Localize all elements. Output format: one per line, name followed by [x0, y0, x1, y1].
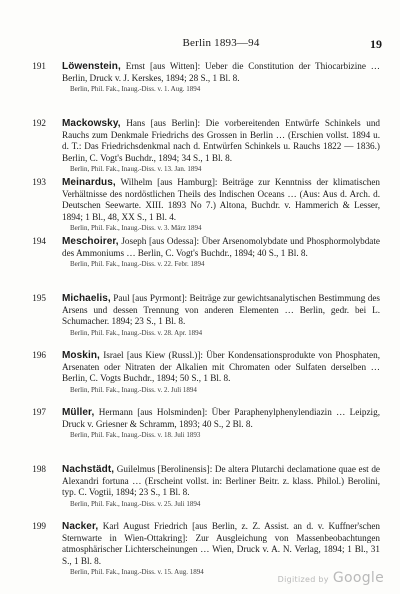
entry-text	[62, 177, 380, 233]
entry-citation: Paul [aus Pyrmont]: Beiträge zur gewichtsanalytischen Bestimmung des Arsens und dessen Trennung von anderen Elementen … Berlin, gedr. bei L. Schumacher. 1894; 23 S., 1 Bl. 8.	[62, 293, 380, 327]
running-head: Berlin 1893—94	[182, 37, 260, 49]
entry-author: Michaelis,	[62, 293, 111, 304]
entry-author: Nacker,	[62, 521, 99, 532]
list-item	[20, 350, 380, 407]
entry-list	[20, 61, 380, 580]
entry-thesis-note: Berlin, Phil. Fak., Inaug.-Diss. v. 15. Aug. 1894	[70, 568, 204, 577]
entry-thesis-note: Berlin, Phil. Fak., Inaug.-Diss. v. 28. Apr. 1894	[70, 328, 203, 337]
entry-citation: Ernst [aus Witten]: Ueber die Constitution der Thiocarbizine … Berlin, Druck v. J. Kerskes, 1894; 28 S., 1 Bl. 8.	[62, 61, 380, 83]
entry-text	[62, 407, 380, 440]
entry-thesis-note: Berlin, Phil. Fak., Inaug.-Diss. v. 22. Febr. 1894	[70, 260, 205, 269]
entry-thesis-note: Berlin, Phil. Fak., Inaug.-Diss. v. 2. Juli 1894	[70, 385, 197, 394]
page-number: 19	[370, 37, 382, 51]
list-item	[20, 407, 380, 464]
entry-text	[62, 350, 380, 395]
entry-number: 195	[32, 293, 46, 303]
entry-number: 196	[32, 350, 46, 360]
entry-number: 194	[32, 236, 46, 246]
entry-citation: Joseph [aus Odessa]: Über Arsenomolybdate und Phosphormolybdate des Ammoniums … Berlin, C. Vogt's Buchdr., 1894; 40 S., 1 Bl. 8.	[62, 236, 380, 258]
entry-author: Meinardus,	[62, 177, 116, 188]
entry-author: Müller,	[62, 407, 95, 418]
entry-author: Meschoirer,	[62, 236, 119, 247]
entry-citation: Wilhelm [aus Hamburg]: Beiträge zur Kenntniss der klimatischen Verhältnisse des nordöstlichen Theils des Indischen Oceans … (Aus: Aus d. Arch. d. Deutschen Seewarte. XIII. 1893 No 7.) Altona, Buchdr. v. Hammerich & Lesser, 1894; 1 Bl., 48, XX S., 1 Bl. 4.	[62, 177, 380, 222]
list-item	[20, 236, 380, 293]
digitized-watermark	[278, 570, 384, 586]
entry-number: 191	[32, 61, 46, 71]
entry-thesis-note: Berlin, Phil. Fak., Inaug.-Diss. v. 25. Juli 1894	[70, 499, 201, 508]
list-item	[20, 177, 380, 236]
entry-author: Mackowsky,	[62, 118, 121, 129]
entry-citation: Hermann [aus Holsminden]: Über Paraphenylphenylendiazin … Leipzig, Druck v. Griesner & Schramm, 1893; 40 S., 2 Bl. 8.	[62, 407, 380, 429]
google-logo: Google	[332, 570, 384, 586]
entry-thesis-note: Berlin, Phil. Fak., Inaug.-Diss. v. 3. März 1894	[70, 224, 202, 233]
entry-number: 199	[32, 521, 46, 531]
entry-citation: Israel [aus Kiew (Russl.)]: Über Kondensationsprodukte von Phosphaten, Arsenaten oder Nitraten der Alkalien mit Chromaten oder Sulfaten derselben … Berlin, C. Vogts Buchdr., 1894; 50 S., 1 Bl. 8.	[62, 350, 380, 384]
entry-number: 193	[32, 177, 46, 187]
list-item	[20, 293, 380, 350]
entry-citation: Guilelmus [Berolinensis]: De altera Plutarchi declamatione quae est de Alexandri fortuna … (Erscheint vollst. in: Berliner Beitr. z. klass. Philol.) Berolini, typ. C. Vogtii, 1894; 23 S., 1 Bl. 8.	[62, 464, 380, 498]
entry-author: Löwenstein,	[62, 61, 121, 72]
entry-text	[62, 293, 380, 338]
entry-thesis-note: Berlin, Phil. Fak., Inaug.-Diss. v. 18. Juli 1893	[70, 431, 201, 440]
entry-author: Nachstädt,	[62, 464, 115, 475]
list-item	[20, 118, 380, 177]
entry-text	[62, 521, 380, 577]
entry-text	[62, 464, 380, 509]
entry-text	[62, 61, 380, 94]
entry-thesis-note: Berlin, Phil. Fak., Inaug.-Diss. v. 13. Jan. 1894	[70, 165, 202, 174]
entry-number: 197	[32, 407, 46, 417]
entry-citation: Karl August Friedrich [aus Berlin, z. Z. Assist. an d. v. Kuffner'schen Sternwarte in Wien-Ottakring]: Zur Ausgleichung von Massenbeobachtungen atmosphärischer Lichterscheinungen … Wien, Druck v. A. N. Verlag, 1894; 1 Bl., 31 S., 1 Bl. 8.	[62, 521, 380, 566]
entry-thesis-note: Berlin, Phil. Fak., Inaug.-Diss. v. 1. Aug. 1894	[70, 85, 201, 94]
list-item	[20, 61, 380, 118]
entry-text	[62, 236, 380, 269]
entry-citation: Hans [aus Berlin]: Die vorbereitenden Entwürfe Schinkels und Rauchs zum Denkmale Friedrichs des Grossen in Berlin … (Erschien vollst. 1894 u. d. T.: Das Friedrichsdenkmal nach d. Entwürfen Schinkels u. Rauchs 1822 — 1836.) Berlin, C. Vogt's Buchdr., 1894; 34 S., 1 Bl. 8.	[62, 118, 380, 163]
page-header	[60, 37, 382, 51]
entry-author: Moskin,	[62, 350, 100, 361]
entry-number: 192	[32, 118, 46, 128]
list-item	[20, 464, 380, 521]
entry-number: 198	[32, 464, 46, 474]
entry-text	[62, 118, 380, 174]
watermark-prefix: Digitized by	[277, 575, 329, 584]
